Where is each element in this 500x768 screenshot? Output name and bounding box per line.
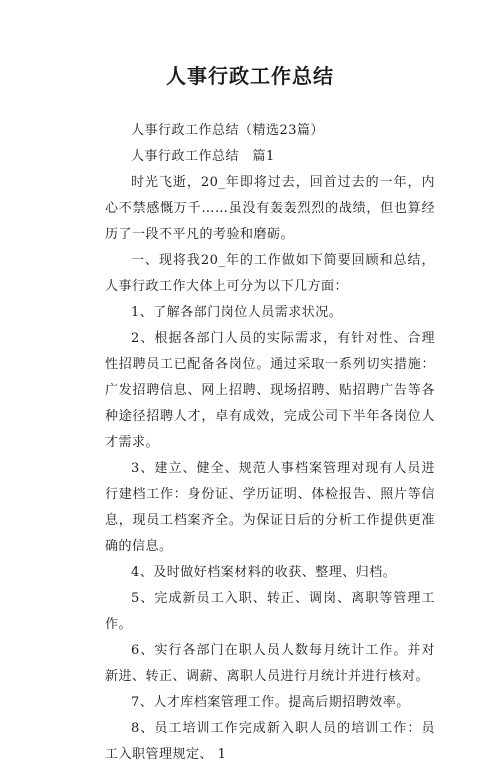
article-heading: 人事行政工作总结 篇1 xyxy=(131,149,275,164)
paragraph: 时光飞逝，20_年即将过去，回首过去的一年，内心不禁感慨万千……虽没有轰轰烈烈的战绩，但也算经历了一段不平凡的考验和磨砺。 xyxy=(105,175,435,242)
document-subtitle: 人事行政工作总结（精选23篇） xyxy=(131,123,325,138)
document-body xyxy=(105,118,435,768)
paragraph: 7、人才库档案管理工作。提高后期招聘效率。 xyxy=(131,695,410,710)
paragraph: 4、及时做好档案材料的收获、整理、归档。 xyxy=(131,565,397,580)
paragraph: 一、现将我20_年的工作做如下简要回顾和总结，人事行政工作大体上可分为以下几方面： xyxy=(105,253,435,294)
paragraph: 5、完成新员工入职、转正、调岗、离职等管理工作。 xyxy=(105,591,435,632)
document-title: 人事行政工作总结 xyxy=(166,64,334,88)
paragraph: 8、员工培训工作完成新入职人员的培训工作：员工入职管理规定、 1 xyxy=(105,721,435,762)
paragraph: 6、实行各部门在职人员人数每月统计工作。并对新进、转正、调薪、离职人员进行月统计并进行核对。 xyxy=(105,643,435,684)
paragraph: 2、根据各部门人员的实际需求，有针对性、合理性招聘员工已配备各岗位。通过采取一系列切实措施：广发招聘信息、网上招聘、现场招聘、贴招聘广告等各种途径招聘人才，卓有成效，完成公司下半年各岗位人才需求。 xyxy=(105,331,435,450)
paragraph: 3、建立、健全、规范人事档案管理对现有人员进行建档工作：身份证、学历证明、体检报告、照片等信息，现员工档案齐全。为保证日后的分析工作提供更准确的信息。 xyxy=(105,461,435,554)
paragraph: 1、了解各部门岗位人员需求状况。 xyxy=(131,305,343,320)
